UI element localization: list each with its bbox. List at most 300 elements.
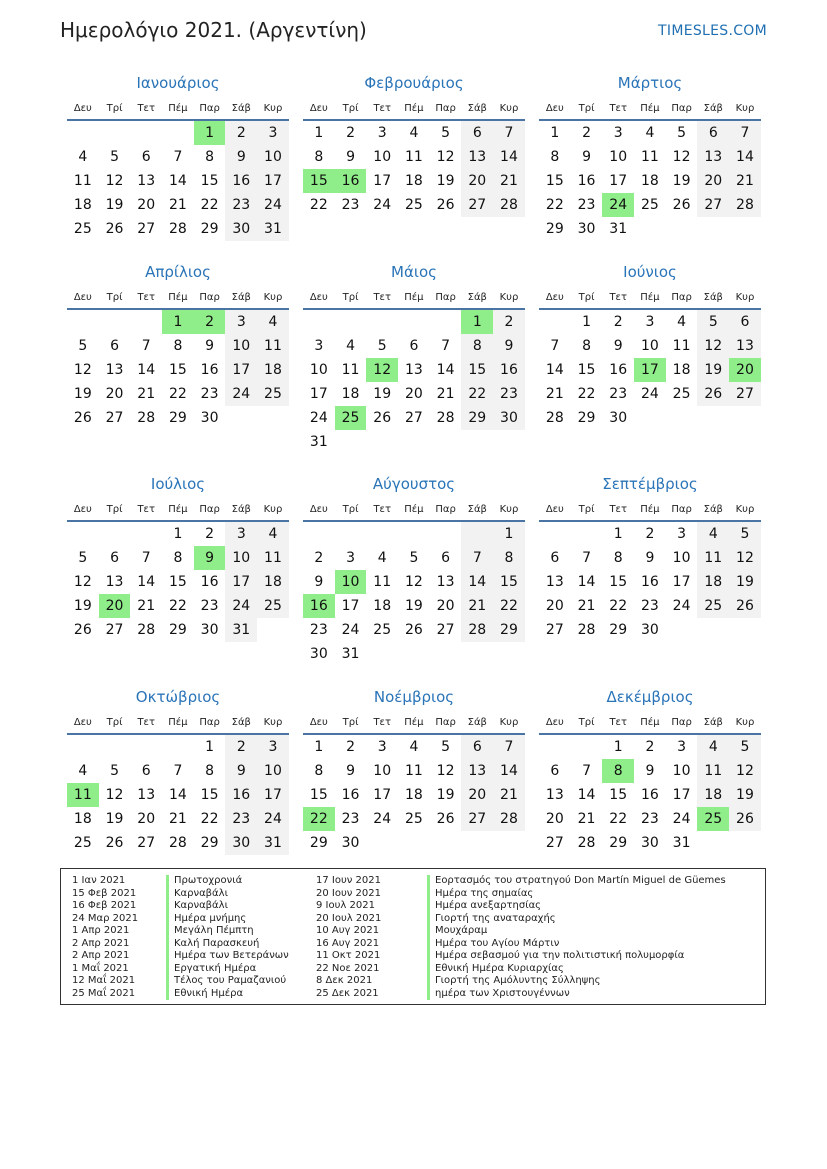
empty-cell [67,522,99,546]
day-cell: 11 [373,574,392,590]
day-cell: 16 [493,358,525,382]
holiday-name: Καρναβάλι [166,900,228,913]
day-cell: 24 [672,811,691,827]
day-cell: 3 [677,739,687,755]
day-cell: 12 [436,763,455,779]
month-name: Φεβρουάριος [364,74,464,92]
month-5 [303,261,525,454]
holiday-date: 25 Μαΐ 2021 [72,987,136,999]
day-cell: 9 [346,149,355,165]
weekday-header [303,288,525,310]
holiday-name: Ημέρα της σημαίας [427,888,533,901]
day-cell: 29 [577,410,596,426]
day-cell: 25 [73,835,92,851]
day-cell: 27 [729,382,761,406]
day-cell: 26 [73,622,92,638]
holiday-name: Ημέρα των Βετεράνων [166,950,289,963]
day-cell: 30 [225,831,257,855]
day-cell: 17 [609,173,628,189]
day-cell: 22 [461,382,493,406]
day-cell: 31 [341,646,360,662]
empty-cell [67,121,99,145]
day-cell: 15 [309,787,328,803]
month-4 [67,261,289,430]
day-cell: 12 [672,149,691,165]
day-cell: 14 [461,570,493,594]
day-cell: 14 [137,574,156,590]
day-cell: 16 [303,594,335,618]
month-3 [539,72,761,241]
day-cell: 5 [729,735,761,759]
day-cell: 24 [257,807,289,831]
day-cell: 1 [613,739,623,755]
day-cell: 19 [105,197,124,213]
weekday-label: Τετ [373,292,391,303]
empty-cell [303,522,335,546]
weekday-label: Σάβ [231,504,251,515]
holiday-date: 15 Φεβ 2021 [72,887,137,899]
day-cell: 17 [672,787,691,803]
day-cell: 31 [672,835,691,851]
day-cell: 2 [314,550,324,566]
day-cell: 8 [173,550,183,566]
day-cell: 2 [205,526,215,542]
day-cell: 7 [173,149,183,165]
day-cell: 21 [493,783,525,807]
empty-cell [430,831,462,855]
weekday-label: Παρ [199,292,220,303]
weekday-header [67,288,289,310]
day-cell: 28 [137,410,156,426]
weekday-label: Τετ [609,103,627,114]
day-cell: 10 [335,570,367,594]
weekday-label: Τετ [137,103,155,114]
day-cell: 18 [73,197,92,213]
empty-cell [539,735,571,759]
day-cell: 17 [225,358,257,382]
day-cell: 20 [461,783,493,807]
day-cell: 16 [225,169,257,193]
day-cell: 16 [200,574,219,590]
day-cell: 12 [729,759,761,783]
day-cell: 25 [640,197,659,213]
day-cell: 23 [200,386,219,402]
weekday-label: Κυρ [735,103,755,114]
day-cell: 15 [545,173,564,189]
day-cell: 10 [225,546,257,570]
day-cell: 2 [493,310,525,334]
day-cell: 17 [373,787,392,803]
weekday-label: Παρ [435,504,456,515]
weekday-label: Σάβ [703,103,723,114]
day-cell: 8 [314,763,324,779]
day-cell: 5 [677,125,687,141]
weekday-label: Κυρ [499,103,519,114]
day-cell: 21 [577,598,596,614]
day-cell: 9 [645,550,655,566]
day-cell: 4 [645,125,655,141]
empty-cell [303,310,335,334]
day-cell: 8 [550,149,560,165]
day-cell: 30 [200,410,219,426]
weekday-header [539,288,761,310]
empty-cell [162,121,194,145]
day-cell: 10 [257,145,289,169]
day-cell: 17 [634,358,666,382]
day-cell: 19 [73,386,92,402]
day-cell: 12 [105,787,124,803]
day-cell: 17 [341,598,360,614]
day-cell: 9 [205,338,215,354]
weekday-label: Κυρ [735,504,755,515]
empty-cell [99,121,131,145]
day-cell: 8 [205,763,215,779]
weekday-label: Τετ [373,504,391,515]
weekday-label: Κυρ [499,717,519,728]
day-cell: 29 [168,622,187,638]
day-cell: 15 [577,362,596,378]
holiday-name: ημέρα των Χριστουγέννων [427,988,570,1001]
empty-cell [130,121,162,145]
month-7 [67,473,289,642]
day-cell: 7 [141,338,151,354]
day-grid [539,522,761,642]
day-cell: 3 [377,739,387,755]
day-cell: 27 [137,835,156,851]
day-cell: 20 [729,358,761,382]
day-cell: 26 [729,594,761,618]
day-cell: 15 [609,574,628,590]
day-cell: 11 [697,759,729,783]
day-cell: 2 [346,125,355,141]
weekday-label: Σάβ [231,103,251,114]
day-cell: 12 [73,574,92,590]
day-cell: 7 [173,763,183,779]
empty-cell [366,430,398,454]
day-cell: 30 [640,835,659,851]
holiday-date: 12 Μαΐ 2021 [72,975,136,986]
day-cell: 6 [441,550,451,566]
day-cell: 11 [697,546,729,570]
weekday-header [539,99,761,121]
day-cell: 10 [309,362,328,378]
day-cell: 6 [141,763,151,779]
weekday-label: Σάβ [467,103,487,114]
day-cell: 19 [373,386,392,402]
weekday-label: Τρί [578,292,595,303]
holiday-name: Εθνική Ημέρα [166,988,243,1001]
holiday-date: 17 Ιουν 2021 [316,875,381,886]
day-cell: 1 [613,526,623,542]
weekday-label: Σάβ [703,504,723,515]
day-cell: 16 [577,173,596,189]
weekday-label: Πέμ [168,103,188,114]
day-cell: 27 [545,835,564,851]
day-cell: 27 [697,193,729,217]
day-cell: 5 [78,550,88,566]
day-cell: 13 [461,145,493,169]
day-cell: 1 [461,310,493,334]
empty-cell [335,430,367,454]
weekday-label: Πέμ [404,103,424,114]
day-cell: 3 [613,125,623,141]
day-cell: 21 [493,169,525,193]
weekday-label: Δευ [309,504,328,515]
day-cell: 2 [346,739,355,755]
day-cell: 14 [493,145,525,169]
holiday-name: Πρωτοχρονιά [166,875,242,888]
holiday-name: Μεγάλη Πέμπτη [166,925,254,938]
day-cell: 13 [461,759,493,783]
day-cell: 4 [78,763,88,779]
empty-cell [539,310,571,334]
weekday-label: Πέμ [640,504,660,515]
day-cell: 21 [545,386,564,402]
day-cell: 11 [404,149,423,165]
day-cell: 6 [110,550,119,566]
day-cell: 18 [697,570,729,594]
day-cell: 14 [168,173,187,189]
day-cell: 23 [341,197,360,213]
day-cell: 30 [225,217,257,241]
holiday-date: 22 Νοε 2021 [316,962,380,974]
weekday-label: Πέμ [168,717,188,728]
holiday-name: Εορτασμός του στρατηγού Don Martín Miguel de Güemes [427,875,726,888]
empty-cell [430,642,462,666]
month-1 [67,72,289,241]
day-cell: 26 [404,622,423,638]
day-cell: 20 [99,594,131,618]
weekday-label: Δευ [309,103,328,114]
day-cell: 8 [613,550,623,566]
weekday-label: Τρί [578,504,595,515]
day-cell: 21 [168,811,187,827]
day-cell: 14 [729,145,761,169]
day-cell: 26 [105,835,124,851]
day-grid [303,522,525,666]
empty-cell [697,406,729,430]
day-cell: 26 [73,410,92,426]
day-cell: 21 [168,197,187,213]
day-cell: 27 [545,622,564,638]
month-name: Νοέμβριος [373,688,455,706]
day-grid [67,735,289,855]
day-cell: 20 [105,386,124,402]
day-cell: 3 [257,121,289,145]
day-cell: 25 [404,197,423,213]
holiday-date: 1 Μαΐ 2021 [72,962,129,974]
day-cell: 9 [346,763,355,779]
day-cell: 9 [582,149,591,165]
day-cell: 16 [609,362,628,378]
weekday-header [67,713,289,735]
day-cell: 4 [346,338,355,354]
day-cell: 8 [602,759,634,783]
day-cell: 16 [225,783,257,807]
weekday-label: Σάβ [703,717,723,728]
day-cell: 14 [577,574,596,590]
weekday-header [539,500,761,522]
weekday-label: Πέμ [404,717,424,728]
weekday-label: Τρί [106,504,123,515]
day-cell: 9 [225,759,257,783]
day-cell: 23 [341,811,360,827]
day-cell: 22 [303,807,335,831]
weekday-label: Κυρ [263,504,283,515]
weekday-label: Δευ [73,103,92,114]
weekday-label: Κυρ [735,717,755,728]
weekday-label: Παρ [199,504,220,515]
empty-cell [398,430,430,454]
empty-cell [430,310,462,334]
weekday-label: Κυρ [263,292,283,303]
holiday-date: 20 Ιουλ 2021 [316,912,382,924]
day-cell: 6 [729,310,761,334]
holiday-date: 16 Αυγ 2021 [316,937,380,949]
day-cell: 2 [225,735,257,759]
empty-cell [634,217,666,241]
day-cell: 31 [609,221,628,237]
empty-cell [398,831,430,855]
day-cell: 24 [225,594,257,618]
day-cell: 12 [404,574,423,590]
day-cell: 22 [609,811,628,827]
holiday-name: Εργατική Ημέρα [166,963,256,976]
holiday-name: Ημέρα σεβασμού για την πολιτιστική πολυμορφία [427,950,684,963]
weekday-header [303,500,525,522]
holiday-list [60,868,766,1005]
day-cell: 5 [78,338,88,354]
day-cell: 11 [640,149,659,165]
month-11 [303,686,525,855]
day-cell: 27 [105,410,124,426]
holiday-date: 24 Μαρ 2021 [72,912,139,924]
day-cell: 1 [314,739,324,755]
day-cell: 14 [493,759,525,783]
day-cell: 17 [672,574,691,590]
holiday-name: Ημέρα του Αγίου Μάρτιν [427,938,559,951]
day-cell: 8 [461,334,493,358]
day-cell: 28 [577,835,596,851]
day-cell: 5 [377,338,387,354]
day-cell: 31 [309,434,328,450]
empty-cell [99,310,131,334]
day-cell: 7 [461,546,493,570]
empty-cell [666,217,698,241]
weekday-label: Τετ [609,292,627,303]
day-cell: 23 [640,598,659,614]
weekday-label: Δευ [545,292,564,303]
day-cell: 27 [105,622,124,638]
day-cell: 14 [436,362,455,378]
brand-link[interactable]: TIMESLES.COM [658,23,767,39]
weekday-header [67,99,289,121]
day-cell: 3 [257,735,289,759]
day-cell: 3 [645,314,655,330]
weekday-label: Τετ [373,717,391,728]
day-cell: 13 [105,574,124,590]
empty-cell [634,406,666,430]
page-title: Ημερολόγιο 2021. (Αργεντίνη) [60,18,367,42]
day-cell: 30 [200,622,219,638]
weekday-label: Δευ [545,103,564,114]
day-cell: 8 [582,338,591,354]
empty-cell [461,430,493,454]
day-cell: 20 [436,598,455,614]
day-cell: 10 [672,763,691,779]
weekday-label: Τρί [106,717,123,728]
day-cell: 15 [200,787,219,803]
weekday-label: Κυρ [263,103,283,114]
day-cell: 29 [200,835,219,851]
holiday-date: 2 Απρ 2021 [72,950,130,961]
day-cell: 9 [613,338,623,354]
day-cell: 17 [225,570,257,594]
day-grid [67,522,289,642]
empty-cell [493,430,525,454]
day-cell: 17 [257,783,289,807]
day-cell: 23 [200,598,219,614]
day-cell: 22 [168,598,187,614]
month-name: Αύγουστος [372,475,456,493]
empty-cell [461,522,493,546]
weekday-label: Δευ [545,504,564,515]
day-cell: 3 [377,125,387,141]
empty-cell [729,831,761,855]
day-cell: 2 [645,526,655,542]
empty-cell [666,406,698,430]
day-cell: 20 [545,811,564,827]
day-cell: 27 [436,622,455,638]
day-cell: 21 [436,386,455,402]
day-cell: 24 [373,811,392,827]
day-cell: 19 [436,173,455,189]
day-cell: 10 [225,334,257,358]
day-cell: 20 [137,811,156,827]
day-cell: 20 [137,197,156,213]
empty-cell [729,217,761,241]
day-cell: 10 [373,149,392,165]
day-cell: 7 [141,550,151,566]
day-cell: 4 [697,735,729,759]
day-cell: 18 [672,362,691,378]
day-cell: 22 [609,598,628,614]
weekday-label: Δευ [309,717,328,728]
day-cell: 7 [729,121,761,145]
weekday-label: Πέμ [168,292,188,303]
day-cell: 28 [436,410,455,426]
day-cell: 19 [404,598,423,614]
day-cell: 5 [409,550,419,566]
day-cell: 7 [582,550,591,566]
month-name: Ιούλιος [150,475,206,493]
day-cell: 23 [609,386,628,402]
day-cell: 19 [729,570,761,594]
weekday-label: Κυρ [499,292,519,303]
weekday-label: Τετ [137,717,155,728]
holiday-name: Καρναβάλι [166,888,228,901]
day-cell: 10 [672,550,691,566]
day-cell: 1 [493,522,525,546]
day-cell: 30 [640,622,659,638]
holiday-date: 20 Ιουν 2021 [316,887,381,899]
empty-cell [461,642,493,666]
day-cell: 9 [493,334,525,358]
day-cell: 27 [461,807,493,831]
weekday-label: Σάβ [467,504,487,515]
day-cell: 27 [461,193,493,217]
day-cell: 23 [577,197,596,213]
